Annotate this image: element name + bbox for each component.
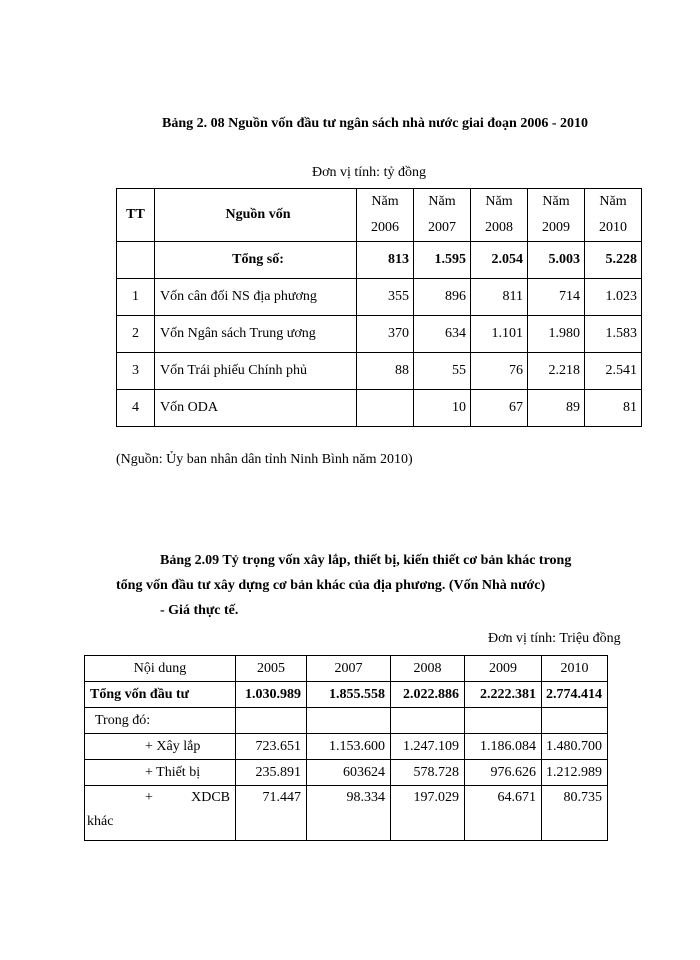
row-name: Vốn Ngân sách Trung ương (155, 316, 357, 353)
total-value: 2.774.414 (542, 682, 608, 708)
table2-title-line1: Bảng 2.09 Tỷ trọng vốn xây lắp, thiết bị, kiến thiết cơ bản khác trong (160, 553, 572, 568)
cell: 370 (357, 316, 414, 353)
total-value: 1.595 (414, 242, 471, 279)
cell: 976.626 (465, 760, 542, 786)
cell: 88 (357, 353, 414, 390)
row-name: Vốn ODA (155, 390, 357, 427)
cell: 235.891 (236, 760, 307, 786)
header-source: Nguồn vốn (155, 189, 357, 242)
table2-header-row (85, 656, 608, 682)
row-index: 3 (117, 353, 155, 390)
cell: 76 (471, 353, 528, 390)
sub-label: Trong đó: (85, 708, 236, 734)
cell: 1.583 (585, 316, 642, 353)
cell: 634 (414, 316, 471, 353)
table2 (84, 655, 608, 841)
table1 (116, 188, 642, 427)
header-year: Năm 2007 (414, 189, 471, 242)
table1-header-row (117, 189, 642, 242)
table-row (85, 734, 608, 760)
header-year: Năm 2006 (357, 189, 414, 242)
cell: 1.153.600 (307, 734, 391, 760)
cell: 55 (414, 353, 471, 390)
cell: 71.447 (236, 786, 307, 841)
table2-title-line2: tổng vốn đầu tư xây dựng cơ bản khác của địa phương. (Vốn Nhà nước) (116, 578, 546, 593)
total-value: 2.222.381 (465, 682, 542, 708)
table2-unit: Đơn vị tính: Triệu đồng (488, 631, 621, 646)
row-name: + Thiết bị (85, 760, 236, 786)
table-row (85, 708, 608, 734)
table1-total-row (117, 242, 642, 279)
cell: 1.023 (585, 279, 642, 316)
row-index: 4 (117, 390, 155, 427)
total-value: 1.030.989 (236, 682, 307, 708)
header-year: 2008 (391, 656, 465, 682)
cell: 64.671 (465, 786, 542, 841)
cell: 603624 (307, 760, 391, 786)
header-year: 2007 (307, 656, 391, 682)
table-row (85, 786, 608, 841)
cell: 197.029 (391, 786, 465, 841)
cell: 896 (414, 279, 471, 316)
cell: 80.735 (542, 786, 608, 841)
row-name: Vốn Trái phiếu Chính phủ (155, 353, 357, 390)
total-value: 1.855.558 (307, 682, 391, 708)
cell: 98.334 (307, 786, 391, 841)
cell: 1.186.084 (465, 734, 542, 760)
total-label: Tổng vốn đầu tư (85, 682, 236, 708)
cell: 67 (471, 390, 528, 427)
header-tt: TT (117, 189, 155, 242)
cell: 10 (414, 390, 471, 427)
cell: 2.541 (585, 353, 642, 390)
header-year: 2010 (542, 656, 608, 682)
header-year: 2005 (236, 656, 307, 682)
cell: 81 (585, 390, 642, 427)
total-value: 5.228 (585, 242, 642, 279)
table1-source: (Nguồn: Ủy ban nhân dân tỉnh Ninh Bình năm 2010) (116, 452, 413, 467)
table2-title-line3: - Giá thực tế. (160, 603, 239, 618)
table-row (85, 760, 608, 786)
row-name: + XDCB khác (85, 786, 236, 841)
header-year: Năm 2010 (585, 189, 642, 242)
cell: 714 (528, 279, 585, 316)
header-year: 2009 (465, 656, 542, 682)
table-row (117, 279, 642, 316)
total-value: 813 (357, 242, 414, 279)
cell (357, 390, 414, 427)
cell: 2.218 (528, 353, 585, 390)
total-value: 2.022.886 (391, 682, 465, 708)
header-content: Nội dung (85, 656, 236, 682)
table-row (117, 353, 642, 390)
header-year: Năm 2008 (471, 189, 528, 242)
row-name: Vốn cân đối NS địa phương (155, 279, 357, 316)
row-index: 2 (117, 316, 155, 353)
total-value: 2.054 (471, 242, 528, 279)
cell: 1.480.700 (542, 734, 608, 760)
cell: 578.728 (391, 760, 465, 786)
cell: 1.212.989 (542, 760, 608, 786)
cell: 355 (357, 279, 414, 316)
cell: 1.247.109 (391, 734, 465, 760)
table1-title: Bảng 2. 08 Nguồn vốn đầu tư ngân sách nhà nước giai đoạn 2006 - 2010 (162, 116, 588, 131)
table-row (117, 316, 642, 353)
cell: 89 (528, 390, 585, 427)
table2-total-row (85, 682, 608, 708)
row-name: + Xây lắp (85, 734, 236, 760)
cell: 811 (471, 279, 528, 316)
table1-unit: Đơn vị tính: tỷ đồng (312, 165, 426, 180)
cell: 1.101 (471, 316, 528, 353)
cell: 1.980 (528, 316, 585, 353)
header-year: Năm 2009 (528, 189, 585, 242)
row-index: 1 (117, 279, 155, 316)
total-value: 5.003 (528, 242, 585, 279)
total-label: Tổng số: (155, 242, 357, 279)
table-row (117, 390, 642, 427)
cell: 723.651 (236, 734, 307, 760)
